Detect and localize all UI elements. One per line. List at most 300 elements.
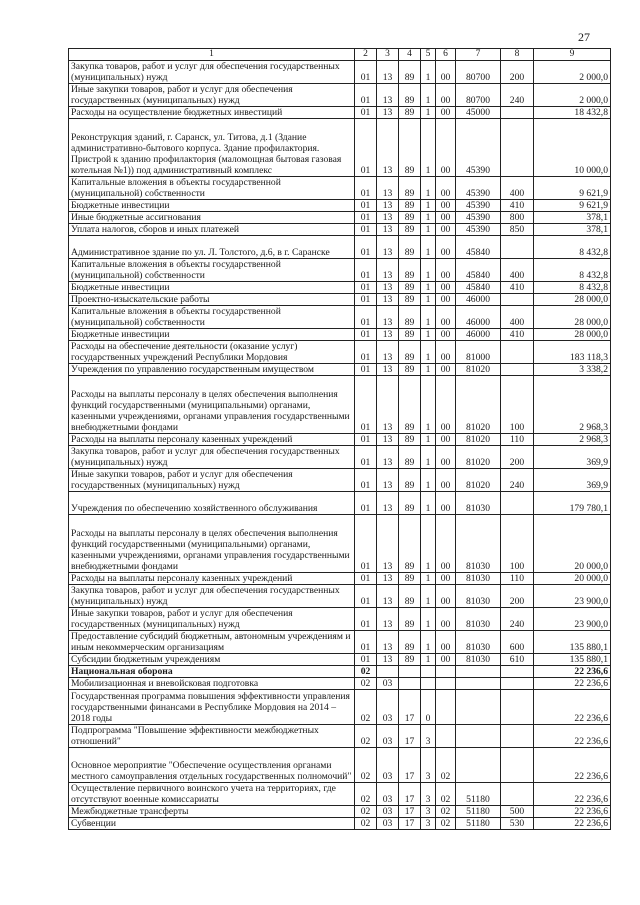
cell-amount: 28 000,0 <box>534 329 611 341</box>
page-number: 27 <box>578 30 590 44</box>
cell-program: 89 <box>399 259 421 282</box>
header-col-9: 9 <box>534 49 611 61</box>
cell-name: Мобилизационная и вневойсковая подготовка <box>69 678 355 690</box>
cell-subsection: 13 <box>377 236 399 259</box>
cell-expense-type: 100 <box>501 515 534 573</box>
cell-name: Капитальные вложения в объекты государственной (муниципальной) собственности <box>69 259 355 282</box>
cell-section: 01 <box>355 294 377 306</box>
cell-name: Субсидии бюджетным учреждениям <box>69 654 355 666</box>
cell-program: 89 <box>399 282 421 294</box>
cell-section: 02 <box>355 666 377 678</box>
header-col-8: 8 <box>501 49 534 61</box>
cell-expense-type: 100 <box>501 376 534 434</box>
cell-direction: 81030 <box>456 585 501 608</box>
header-col-5: 5 <box>421 49 436 61</box>
table-row <box>69 585 611 608</box>
cell-subprogram: 1 <box>421 515 436 573</box>
cell-event: 00 <box>436 434 456 446</box>
cell-direction: 81030 <box>456 608 501 631</box>
cell-subprogram: 1 <box>421 631 436 654</box>
cell-subprogram: 1 <box>421 236 436 259</box>
cell-name: Административное здание по ул. Л. Толстого, д.6, в г. Саранске <box>69 236 355 259</box>
cell-program: 89 <box>399 515 421 573</box>
cell-subsection: 03 <box>377 806 399 818</box>
cell-event: 00 <box>436 306 456 329</box>
cell-name: Межбюджетные трансферты <box>69 806 355 818</box>
cell-direction: 81020 <box>456 446 501 469</box>
cell-event: 00 <box>436 61 456 84</box>
cell-amount: 23 900,0 <box>534 608 611 631</box>
cell-amount: 18 432,8 <box>534 107 611 119</box>
cell-subsection: 03 <box>377 818 399 830</box>
cell-direction: 81030 <box>456 573 501 585</box>
cell-subsection: 13 <box>377 364 399 376</box>
cell-amount: 22 236,6 <box>534 806 611 818</box>
cell-program: 89 <box>399 341 421 364</box>
table-body <box>69 61 611 830</box>
cell-expense-type <box>501 783 534 806</box>
cell-program: 89 <box>399 364 421 376</box>
cell-expense-type: 400 <box>501 259 534 282</box>
cell-subprogram: 1 <box>421 200 436 212</box>
cell-amount: 8 432,8 <box>534 282 611 294</box>
table-row <box>69 329 611 341</box>
cell-amount: 22 236,6 <box>534 748 611 783</box>
cell-expense-type <box>501 107 534 119</box>
cell-event: 00 <box>436 119 456 177</box>
cell-section: 01 <box>355 515 377 573</box>
cell-program: 89 <box>399 376 421 434</box>
cell-amount: 20 000,0 <box>534 515 611 573</box>
table-row <box>69 306 611 329</box>
cell-expense-type: 400 <box>501 177 534 200</box>
header-col-1: 1 <box>69 49 355 61</box>
cell-subsection: 13 <box>377 446 399 469</box>
cell-expense-type: 240 <box>501 84 534 107</box>
cell-subprogram: 1 <box>421 446 436 469</box>
cell-name: Основное мероприятие "Обеспечение осуществления органами местного самоуправления отдельных государственных полномочий" <box>69 748 355 783</box>
cell-section: 02 <box>355 690 377 725</box>
table-row <box>69 492 611 515</box>
cell-amount: 9 621,9 <box>534 200 611 212</box>
cell-section: 01 <box>355 376 377 434</box>
cell-expense-type <box>501 341 534 364</box>
cell-amount: 3 338,2 <box>534 364 611 376</box>
cell-program: 17 <box>399 783 421 806</box>
cell-expense-type <box>501 364 534 376</box>
cell-event: 00 <box>436 376 456 434</box>
cell-name: Закупка товаров, работ и услуг для обеспечения государственных (муниципальных) нужд <box>69 446 355 469</box>
cell-event: 00 <box>436 200 456 212</box>
table-row <box>69 608 611 631</box>
cell-name: Иные закупки товаров, работ и услуг для обеспечения государственных (муниципальных) нужд <box>69 469 355 492</box>
cell-event: 00 <box>436 469 456 492</box>
cell-amount: 28 000,0 <box>534 294 611 306</box>
cell-amount: 179 780,1 <box>534 492 611 515</box>
cell-direction: 51180 <box>456 806 501 818</box>
cell-expense-type <box>501 678 534 690</box>
cell-event: 00 <box>436 492 456 515</box>
cell-name: Национальная оборона <box>69 666 355 678</box>
cell-event: 00 <box>436 212 456 224</box>
cell-amount: 369,9 <box>534 446 611 469</box>
cell-name: Расходы на обеспечение деятельности (оказание услуг) государственных учреждений Республики Мордовия <box>69 341 355 364</box>
cell-program: 89 <box>399 469 421 492</box>
table-row <box>69 654 611 666</box>
cell-event: 00 <box>436 236 456 259</box>
cell-section: 01 <box>355 282 377 294</box>
cell-program: 17 <box>399 806 421 818</box>
cell-subprogram: 1 <box>421 585 436 608</box>
table-row <box>69 725 611 748</box>
cell-subsection: 13 <box>377 608 399 631</box>
cell-subprogram: 1 <box>421 608 436 631</box>
cell-expense-type: 240 <box>501 469 534 492</box>
table-row <box>69 224 611 236</box>
cell-expense-type: 200 <box>501 61 534 84</box>
cell-direction: 51180 <box>456 783 501 806</box>
cell-program: 89 <box>399 84 421 107</box>
cell-section: 01 <box>355 306 377 329</box>
cell-expense-type <box>501 236 534 259</box>
cell-program: 89 <box>399 608 421 631</box>
cell-direction: 80700 <box>456 61 501 84</box>
cell-direction: 51180 <box>456 818 501 830</box>
cell-event: 00 <box>436 573 456 585</box>
cell-direction: 45390 <box>456 177 501 200</box>
cell-expense-type: 800 <box>501 212 534 224</box>
cell-section: 01 <box>355 573 377 585</box>
cell-subsection: 03 <box>377 783 399 806</box>
cell-amount: 22 236,6 <box>534 678 611 690</box>
cell-subsection: 03 <box>377 678 399 690</box>
cell-subsection: 13 <box>377 224 399 236</box>
cell-expense-type <box>501 690 534 725</box>
cell-section: 02 <box>355 678 377 690</box>
cell-subsection: 13 <box>377 654 399 666</box>
cell-subsection: 13 <box>377 212 399 224</box>
cell-subsection: 03 <box>377 748 399 783</box>
cell-name: Проектно-изыскательские работы <box>69 294 355 306</box>
cell-name: Уплата налогов, сборов и иных платежей <box>69 224 355 236</box>
cell-subprogram: 1 <box>421 469 436 492</box>
cell-expense-type: 200 <box>501 446 534 469</box>
cell-name: Государственная программа повышения эффективности управления государственными финансами в Республике Мордовия на 2014 – 2018 годы <box>69 690 355 725</box>
cell-subprogram: 1 <box>421 282 436 294</box>
cell-section: 01 <box>355 446 377 469</box>
cell-event <box>436 690 456 725</box>
table-row <box>69 690 611 725</box>
cell-event <box>436 678 456 690</box>
cell-direction: 45390 <box>456 224 501 236</box>
cell-name: Иные бюджетные ассигнования <box>69 212 355 224</box>
cell-amount: 23 900,0 <box>534 585 611 608</box>
cell-direction: 81030 <box>456 631 501 654</box>
cell-amount: 2 000,0 <box>534 61 611 84</box>
table-row <box>69 282 611 294</box>
cell-subsection: 03 <box>377 690 399 725</box>
cell-subprogram: 3 <box>421 748 436 783</box>
cell-event: 00 <box>436 224 456 236</box>
cell-program: 89 <box>399 119 421 177</box>
cell-program: 89 <box>399 200 421 212</box>
cell-subprogram: 1 <box>421 107 436 119</box>
cell-subsection: 13 <box>377 84 399 107</box>
cell-subsection: 13 <box>377 585 399 608</box>
cell-direction: 45840 <box>456 259 501 282</box>
table-row <box>69 84 611 107</box>
cell-program: 89 <box>399 236 421 259</box>
cell-direction: 80700 <box>456 84 501 107</box>
cell-program: 89 <box>399 329 421 341</box>
cell-amount: 28 000,0 <box>534 306 611 329</box>
cell-name: Закупка товаров, работ и услуг для обеспечения государственных (муниципальных) нужд <box>69 61 355 84</box>
cell-section: 02 <box>355 748 377 783</box>
cell-event: 00 <box>436 84 456 107</box>
cell-name: Капитальные вложения в объекты государственной (муниципальной) собственности <box>69 177 355 200</box>
cell-amount: 22 236,6 <box>534 783 611 806</box>
table-row <box>69 212 611 224</box>
cell-subprogram: 1 <box>421 492 436 515</box>
table-row <box>69 748 611 783</box>
cell-subsection: 13 <box>377 282 399 294</box>
cell-amount: 8 432,8 <box>534 259 611 282</box>
table-row <box>69 200 611 212</box>
cell-section: 01 <box>355 259 377 282</box>
cell-program: 17 <box>399 690 421 725</box>
cell-event: 00 <box>436 515 456 573</box>
cell-subprogram: 1 <box>421 212 436 224</box>
cell-subprogram: 3 <box>421 725 436 748</box>
cell-subprogram <box>421 666 436 678</box>
cell-expense-type <box>501 492 534 515</box>
cell-subsection: 13 <box>377 434 399 446</box>
cell-expense-type: 240 <box>501 608 534 631</box>
cell-event: 00 <box>436 294 456 306</box>
cell-event: 02 <box>436 818 456 830</box>
cell-program: 89 <box>399 492 421 515</box>
table-row <box>69 259 611 282</box>
cell-subsection: 13 <box>377 200 399 212</box>
table-row <box>69 631 611 654</box>
cell-amount: 8 432,8 <box>534 236 611 259</box>
table-row <box>69 61 611 84</box>
cell-direction: 45390 <box>456 212 501 224</box>
cell-event: 00 <box>436 341 456 364</box>
cell-subprogram: 3 <box>421 783 436 806</box>
cell-subprogram: 1 <box>421 61 436 84</box>
cell-expense-type <box>501 666 534 678</box>
cell-section: 01 <box>355 631 377 654</box>
table-row <box>69 434 611 446</box>
cell-section: 01 <box>355 61 377 84</box>
cell-direction: 81000 <box>456 341 501 364</box>
cell-direction: 46000 <box>456 306 501 329</box>
cell-program: 89 <box>399 306 421 329</box>
cell-expense-type: 850 <box>501 224 534 236</box>
cell-expense-type: 600 <box>501 631 534 654</box>
cell-subsection: 13 <box>377 259 399 282</box>
cell-subsection: 13 <box>377 177 399 200</box>
cell-program: 89 <box>399 61 421 84</box>
cell-amount: 10 000,0 <box>534 119 611 177</box>
cell-subsection: 13 <box>377 469 399 492</box>
cell-name: Предоставление субсидий бюджетным, автономным учреждениям и иным некоммерческим организациям <box>69 631 355 654</box>
cell-subsection: 13 <box>377 294 399 306</box>
cell-subsection: 13 <box>377 515 399 573</box>
table-row <box>69 236 611 259</box>
cell-section: 01 <box>355 119 377 177</box>
cell-program: 89 <box>399 107 421 119</box>
cell-direction <box>456 748 501 783</box>
cell-name: Расходы на выплаты персоналу в целях обеспечения выполнения функций государственными (муниципальными) органами, казенными учреждениями, органами управления государственными внебюджетными фондами <box>69 515 355 573</box>
cell-name: Капитальные вложения в объекты государственной (муниципальной) собственности <box>69 306 355 329</box>
table-row <box>69 515 611 573</box>
cell-section: 01 <box>355 492 377 515</box>
cell-program <box>399 666 421 678</box>
cell-expense-type <box>501 748 534 783</box>
table-row <box>69 666 611 678</box>
cell-name: Расходы на осуществление бюджетных инвестиций <box>69 107 355 119</box>
cell-direction: 81030 <box>456 492 501 515</box>
cell-subprogram: 1 <box>421 654 436 666</box>
cell-subprogram: 1 <box>421 364 436 376</box>
table-row <box>69 446 611 469</box>
cell-event: 02 <box>436 748 456 783</box>
cell-subprogram: 1 <box>421 376 436 434</box>
cell-program: 89 <box>399 631 421 654</box>
cell-subsection: 13 <box>377 573 399 585</box>
cell-amount: 22 236,6 <box>534 725 611 748</box>
cell-direction: 81030 <box>456 654 501 666</box>
cell-amount: 22 236,6 <box>534 690 611 725</box>
cell-program: 89 <box>399 177 421 200</box>
cell-amount: 378,1 <box>534 212 611 224</box>
cell-subsection: 13 <box>377 329 399 341</box>
table-row <box>69 678 611 690</box>
cell-section: 01 <box>355 224 377 236</box>
cell-program: 89 <box>399 224 421 236</box>
table-row <box>69 119 611 177</box>
cell-amount: 9 621,9 <box>534 177 611 200</box>
cell-amount: 369,9 <box>534 469 611 492</box>
table-row <box>69 806 611 818</box>
cell-event: 00 <box>436 107 456 119</box>
cell-event: 00 <box>436 329 456 341</box>
cell-name: Бюджетные инвестиции <box>69 329 355 341</box>
cell-subsection: 13 <box>377 61 399 84</box>
cell-event: 02 <box>436 783 456 806</box>
cell-direction: 81030 <box>456 515 501 573</box>
header-col-2: 2 <box>355 49 377 61</box>
cell-subprogram: 1 <box>421 306 436 329</box>
table-row <box>69 364 611 376</box>
cell-expense-type: 410 <box>501 329 534 341</box>
cell-section: 02 <box>355 818 377 830</box>
cell-subsection: 13 <box>377 306 399 329</box>
cell-name: Учреждения по управлению государственным имуществом <box>69 364 355 376</box>
cell-direction <box>456 690 501 725</box>
cell-name: Закупка товаров, работ и услуг для обеспечения государственных (муниципальных) нужд <box>69 585 355 608</box>
cell-direction: 45840 <box>456 282 501 294</box>
cell-event: 00 <box>436 631 456 654</box>
cell-direction: 45000 <box>456 107 501 119</box>
cell-section: 02 <box>355 806 377 818</box>
cell-program: 89 <box>399 573 421 585</box>
cell-name: Иные закупки товаров, работ и услуг для обеспечения государственных (муниципальных) нужд <box>69 608 355 631</box>
header-row <box>69 49 611 61</box>
cell-section: 02 <box>355 725 377 748</box>
cell-direction <box>456 725 501 748</box>
cell-direction: 81020 <box>456 469 501 492</box>
cell-subsection: 13 <box>377 631 399 654</box>
cell-section: 01 <box>355 608 377 631</box>
cell-subprogram: 1 <box>421 119 436 177</box>
cell-expense-type: 500 <box>501 806 534 818</box>
cell-program: 89 <box>399 434 421 446</box>
budget-table <box>68 48 611 830</box>
cell-subprogram: 3 <box>421 806 436 818</box>
cell-expense-type: 410 <box>501 200 534 212</box>
cell-program: 17 <box>399 748 421 783</box>
cell-event <box>436 725 456 748</box>
cell-expense-type <box>501 725 534 748</box>
cell-program: 89 <box>399 294 421 306</box>
cell-subsection: 13 <box>377 341 399 364</box>
cell-subprogram: 1 <box>421 294 436 306</box>
cell-program: 17 <box>399 725 421 748</box>
cell-name: Бюджетные инвестиции <box>69 282 355 294</box>
cell-section: 01 <box>355 364 377 376</box>
header-col-6: 6 <box>436 49 456 61</box>
cell-direction <box>456 678 501 690</box>
header-col-3: 3 <box>377 49 399 61</box>
cell-section: 01 <box>355 341 377 364</box>
cell-expense-type <box>501 119 534 177</box>
cell-amount: 135 880,1 <box>534 631 611 654</box>
cell-subprogram: 1 <box>421 224 436 236</box>
table-row <box>69 294 611 306</box>
cell-name: Реконструкция зданий, г. Саранск, ул. Титова, д.1 (Здание административно-бытового корпуса. Здание профилактория. Пристрой к зданию профилактория (маломощная бытовая газовая котельная №1)) под административный комплекс <box>69 119 355 177</box>
cell-name: Расходы на выплаты персоналу в целях обеспечения выполнения функций государственными (муниципальными) органами, казенными учреждениями, органами управления государственными внебюджетными фондами <box>69 376 355 434</box>
cell-event: 00 <box>436 585 456 608</box>
table-row <box>69 573 611 585</box>
cell-amount: 378,1 <box>534 224 611 236</box>
table-row <box>69 341 611 364</box>
cell-subprogram: 1 <box>421 573 436 585</box>
cell-expense-type: 610 <box>501 654 534 666</box>
cell-event: 00 <box>436 446 456 469</box>
cell-subsection: 13 <box>377 492 399 515</box>
cell-event: 00 <box>436 177 456 200</box>
cell-section: 01 <box>355 236 377 259</box>
cell-subprogram: 1 <box>421 259 436 282</box>
cell-event: 00 <box>436 364 456 376</box>
cell-expense-type: 200 <box>501 585 534 608</box>
cell-amount: 2 968,3 <box>534 434 611 446</box>
cell-subsection <box>377 666 399 678</box>
cell-subsection: 13 <box>377 107 399 119</box>
cell-subsection: 13 <box>377 119 399 177</box>
cell-name: Иные закупки товаров, работ и услуг для обеспечения государственных (муниципальных) нужд <box>69 84 355 107</box>
cell-section: 01 <box>355 84 377 107</box>
cell-amount: 20 000,0 <box>534 573 611 585</box>
cell-event: 00 <box>436 259 456 282</box>
header-col-4: 4 <box>399 49 421 61</box>
cell-program <box>399 678 421 690</box>
cell-direction: 81020 <box>456 434 501 446</box>
cell-name: Подпрограмма "Повышение эффективности межбюджетных отношений" <box>69 725 355 748</box>
